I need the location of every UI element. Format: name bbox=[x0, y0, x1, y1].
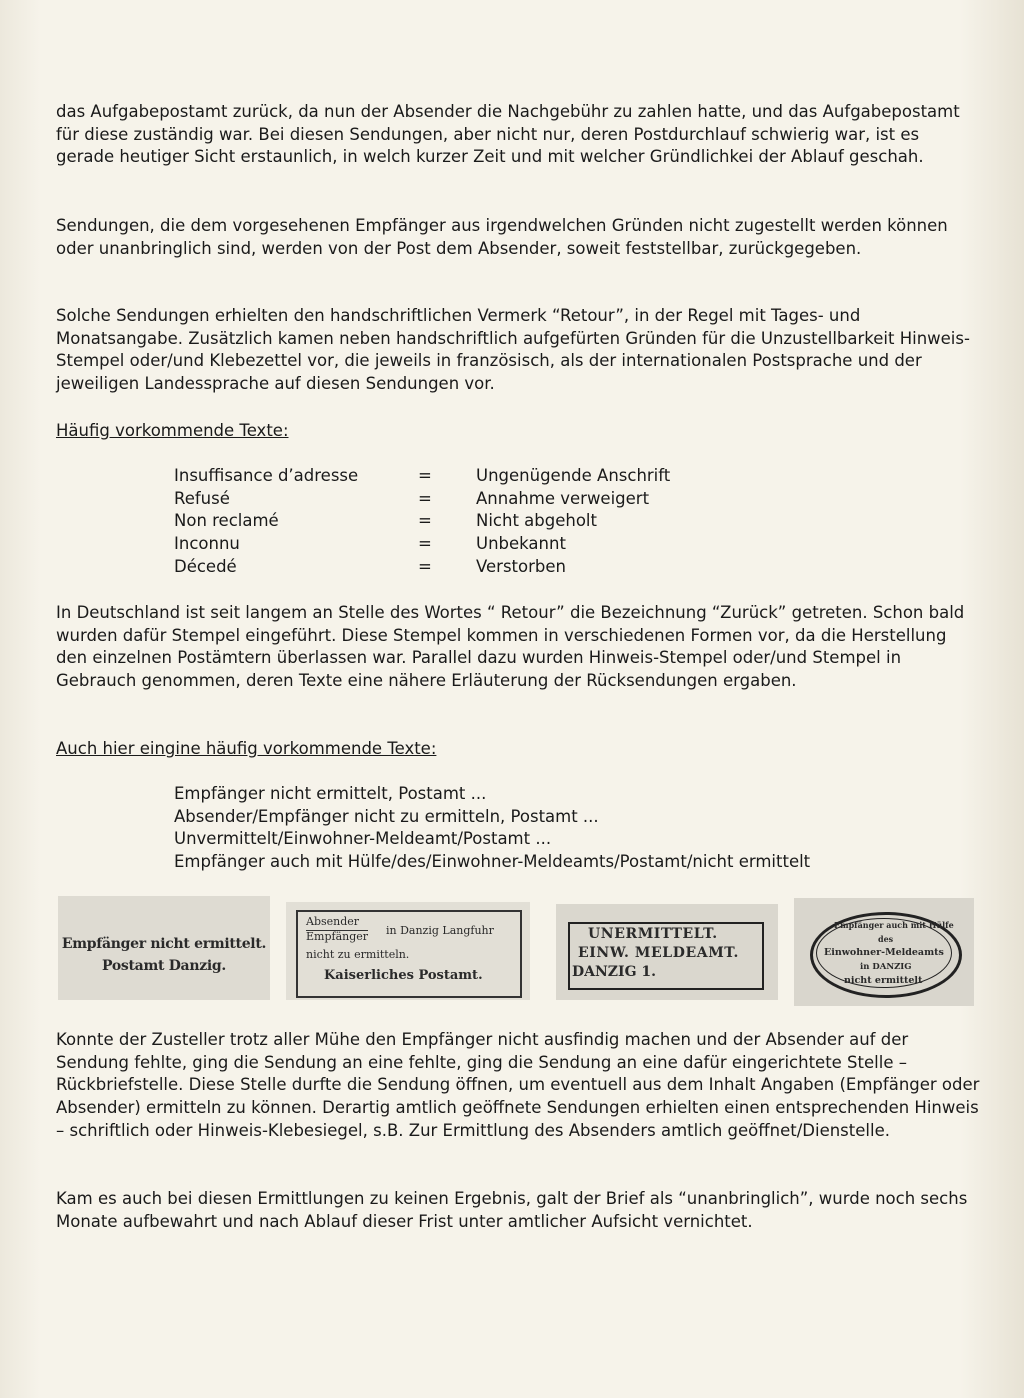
stamp-line: UNERMITTELT. bbox=[588, 926, 718, 942]
stamp-line: nicht ermittelt bbox=[844, 975, 923, 986]
glossary-german: Unbekannt bbox=[476, 534, 566, 554]
stamp-line: Postamt Danzig. bbox=[102, 958, 226, 974]
glossary-german: Verstorben bbox=[476, 556, 566, 576]
stamp-line: Kaiserliches Postamt. bbox=[324, 968, 483, 983]
glossary-german: Ungenügende Anschrift bbox=[476, 466, 671, 485]
glossary-french: Décedé bbox=[174, 556, 237, 576]
paragraph-4: In Deutschland ist seit langem an Stelle des Wortes “ Retour” die Bezeichnung “Zurück” getreten. Schon bald wurden dafür Stempel eingeführt. Diese Stempel kommen in verschiedenen Formen vor, da die Herstellung den einzelnen Postämtern überlassen war. Parallel dazu wurden Hinweis-Stempel oder/und Stempel in Gebrauch genommen, deren Texte eine nähere Erläuterung der Rücksendungen ergaben. bbox=[56, 603, 965, 691]
stamp-frame bbox=[296, 910, 522, 998]
glossary-french: Non reclamé bbox=[174, 511, 279, 531]
glossary-equals: = bbox=[418, 556, 432, 576]
glossary-row bbox=[174, 533, 734, 556]
stamp-line: DANZIG 1. bbox=[572, 964, 657, 980]
paragraph-5: Konnte der Zusteller trotz aller Mühe den Empfänger nicht ausfindig machen und der Absender auf der Sendung fehlte, ging die Sendung an eine fehlte, ging die Sendung an eine dafür eingerichtete Stelle – Rückbriefstelle. Diese Stelle durfte die Sendung öffnen, um eventuell aus dem Inhalt Angaben (Empfänger oder Absender) ermitteln zu können. Derartig amtlich geöffnete Sendungen erhielten einen entsprechenden Hinweis – schriftlich oder Hinweis-Klebesiegel, s.B. Zur Ermittlung des Absenders amtlich geöffnet/Dienstelle. bbox=[56, 1030, 980, 1140]
stamp-line: Empfänger nicht ermittelt. bbox=[61, 936, 267, 952]
glossary-french: Insuffisance d’adresse bbox=[174, 466, 359, 485]
phrase-item: Unvermittelt/Einwohner-Meldeamt/Postamt ... bbox=[174, 829, 552, 849]
heading-more-texts: Auch hier eingine häufig vorkommende Texte: bbox=[56, 739, 437, 758]
stamp-line: EINW. MELDEAMT. bbox=[578, 945, 739, 961]
stamp-line: des bbox=[878, 934, 894, 944]
phrase-item: Empfänger nicht ermittelt, Postamt ... bbox=[174, 784, 487, 803]
phrase-list bbox=[174, 783, 974, 874]
stamp-unermittelt bbox=[556, 904, 778, 1000]
stamp-frame bbox=[568, 922, 764, 990]
glossary-german: Nicht abgeholt bbox=[476, 511, 597, 531]
glossary-german: Annahme verweigert bbox=[476, 488, 650, 508]
stamp-oval-einwohner-meldeamt bbox=[794, 898, 974, 1006]
phrase-item: Absender/Empfänger nicht zu ermitteln, Postamt ... bbox=[174, 806, 599, 826]
stamp-line: Empfänger bbox=[306, 930, 369, 943]
stamp-line: nicht zu ermitteln. bbox=[306, 948, 410, 961]
glossary-french: Inconnu bbox=[174, 534, 240, 554]
phrase-item: Empfänger auch mit Hülfe/des/Einwohner-Meldeamts/Postamt/nicht ermittelt bbox=[174, 852, 811, 872]
heading-common-texts: Häufig vorkommende Texte: bbox=[56, 421, 289, 440]
glossary-equals: = bbox=[418, 511, 432, 531]
stamp-line: Empfänger auch mit Hülfe bbox=[834, 920, 954, 930]
glossary-equals: = bbox=[418, 534, 432, 554]
glossary-row bbox=[174, 556, 734, 579]
glossary-row bbox=[174, 488, 734, 511]
paragraph-2: Sendungen, die dem vorgesehenen Empfänger aus irgendwelchen Gründen nicht zugestellt werden können oder unanbringlich sind, werden von der Post dem Absender, soweit feststellbar, zurückgegeben. bbox=[56, 216, 948, 258]
glossary-row bbox=[174, 510, 734, 533]
paragraph-6: Kam es auch bei diesen Ermittlungen zu keinen Ergebnis, galt der Brief als “unanbringlich”, wurde noch sechs Monate aufbewahrt und nach Ablauf dieser Frist unter amtlicher Aufsicht vernichtet. bbox=[56, 1189, 968, 1231]
stamp-empfaenger-nicht-ermittelt bbox=[58, 896, 270, 1000]
paragraph-1: das Aufgabepostamt zurück, da nun der Absender die Nachgebühr zu zahlen hatte, und das Aufgabepostamt für diese zuständig war. Bei diesen Sendungen, aber nicht nur, deren Postdurchlauf schwierig war, ist es gerade heutiger Sicht erstaunlich, in welch kurzer Zeit und mit welcher Gründlichkei der Ablauf geschah. bbox=[56, 102, 960, 167]
stamp-line: in DANZIG bbox=[860, 962, 912, 972]
glossary-french: Refusé bbox=[174, 488, 230, 508]
glossary-equals: = bbox=[418, 466, 432, 485]
stamp-kaiserliches-postamt bbox=[286, 902, 530, 1000]
paragraph-3: Solche Sendungen erhielten den handschriftlichen Vermerk “Retour”, in der Regel mit Tages- und Monatsangabe. Zusätzlich kamen neben handschriftlich aufgefürten Gründen für die Unzustellbarkeit Hinweis-Stempel oder/und Klebezettel vor, die jeweils in französisch, als der internationalen Postsprache und der jeweiligen Landessprache auf diesen Sendungen vor. bbox=[56, 306, 970, 394]
stamp-line: in Danzig Langfuhr bbox=[386, 924, 494, 937]
glossary-row bbox=[174, 465, 734, 488]
stamp-line: Absender bbox=[306, 915, 360, 928]
glossary-table bbox=[174, 465, 734, 578]
stamp-line: Einwohner-Meldeamts bbox=[824, 947, 944, 958]
glossary-equals: = bbox=[418, 488, 432, 508]
